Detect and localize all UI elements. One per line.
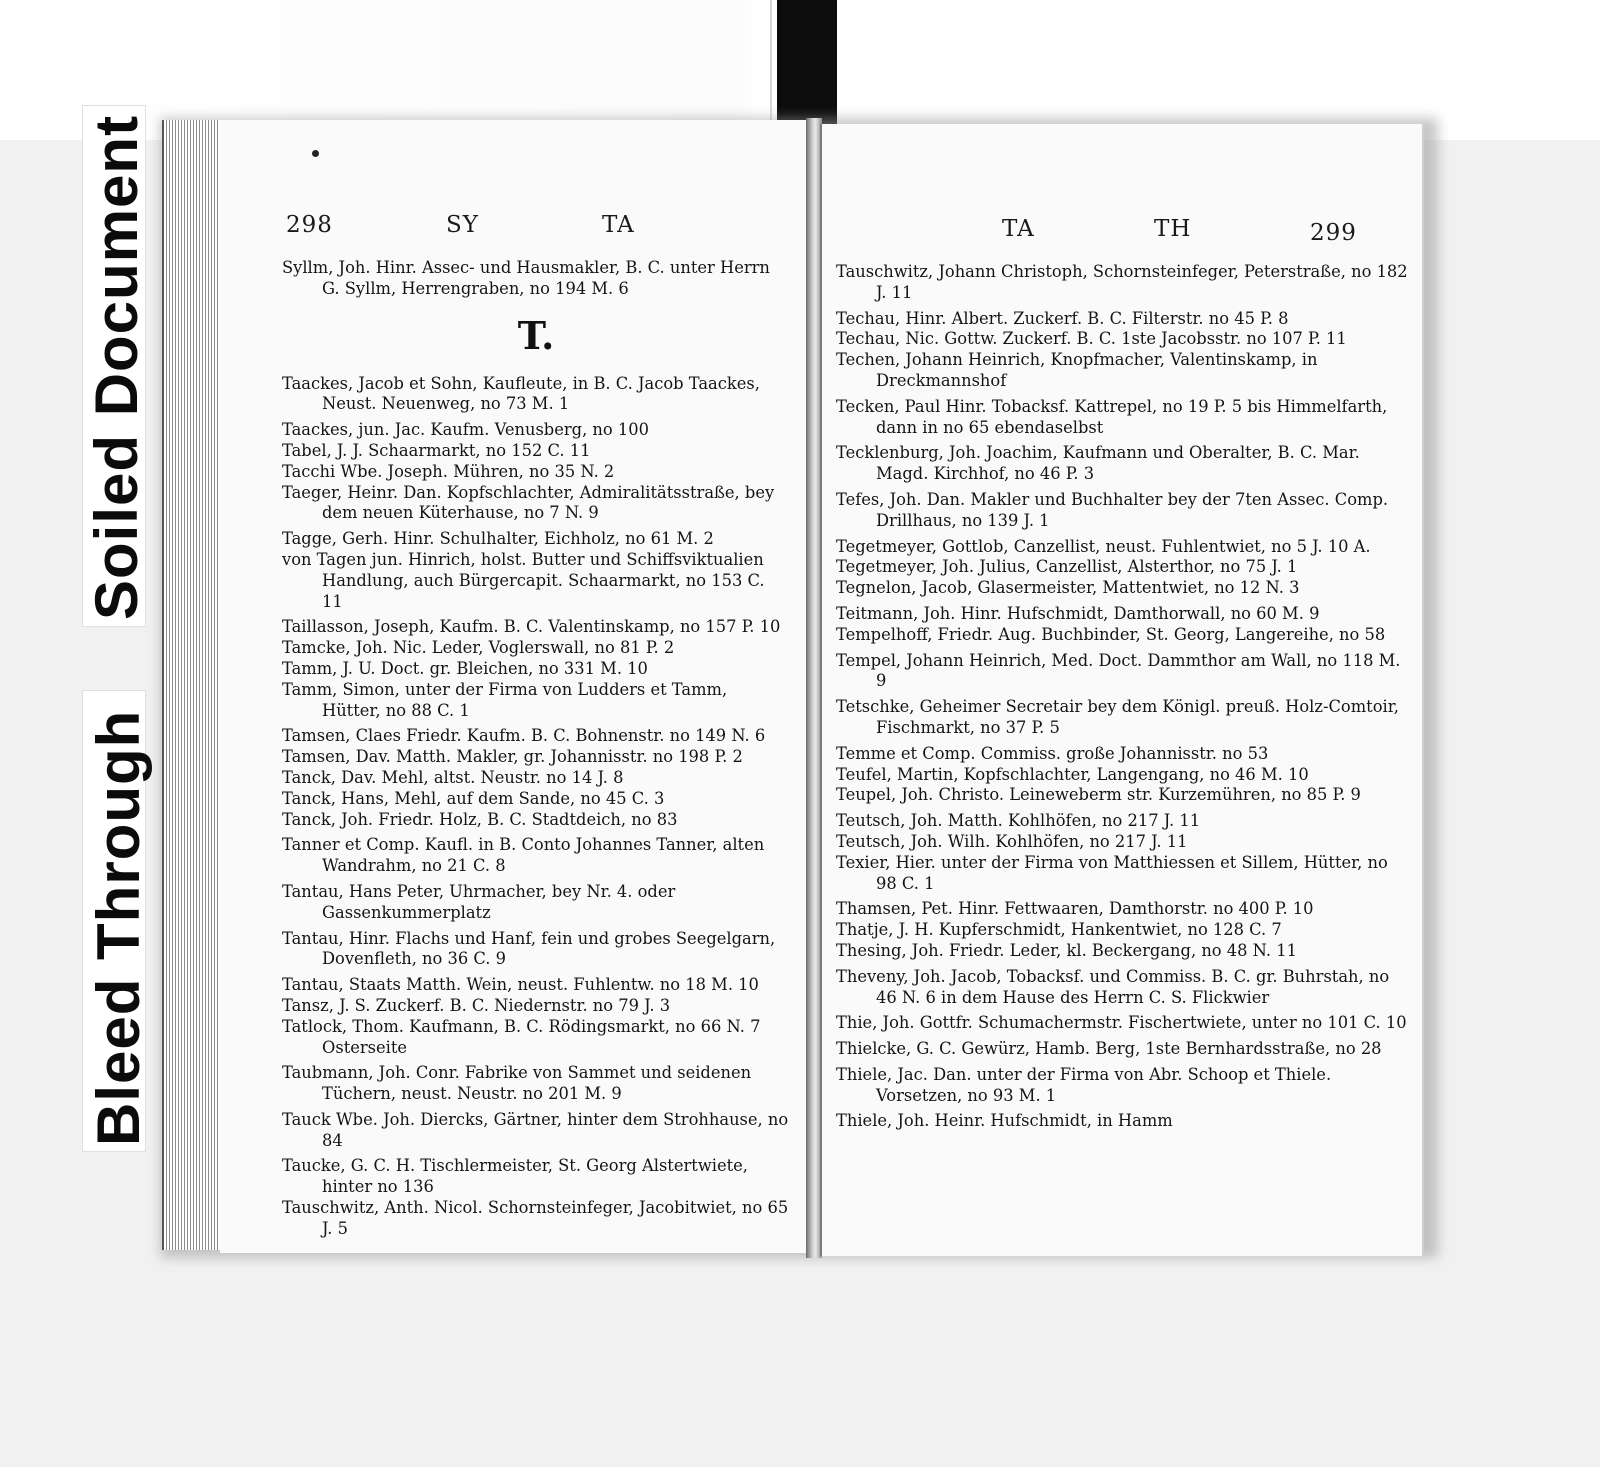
directory-entry: Tanner et Comp. Kaufl. in B. Conto Johannes Tanner, alten Wandrahm, no 21 C. 8 xyxy=(282,835,765,876)
directory-entry: Tecken, Paul Hinr. Tobacksf. Kattrepel, no 19 P. 5 bis Himmelfarth, dann in no 65 ebendaselbst xyxy=(836,396,1388,437)
section-letter-t: T. xyxy=(517,312,555,358)
directory-entry: Tantau, Staats Matth. Wein, neust. Fuhlentw. no 18 M. 10 xyxy=(282,975,759,995)
directory-entry: Taeger, Heinr. Dan. Kopfschlachter, Admiralitätsstraße, bey dem neuen Küterhause, no 7 N. 9 xyxy=(282,482,775,523)
directory-entry: Taackes, Jacob et Sohn, Kaufleute, in B. C. Jacob Taackes, Neust. Neuenweg, no 73 M. 1 xyxy=(282,373,760,414)
directory-entry: Thie, Joh. Gottfr. Schumachermstr. Fischertwiete, unter no 101 C. 10 xyxy=(836,1013,1407,1033)
directory-entry: Techen, Johann Heinrich, Knopfmacher, Valentinskamp, in Dreckmannshof xyxy=(836,350,1318,390)
directory-entry: Tatlock, Thom. Kaufmann, B. C. Rödingsmarkt, no 66 N. 7 Osterseite xyxy=(282,1016,761,1057)
directory-entry: Tauschwitz, Anth. Nicol. Schornsteinfeger, Jacobitwiet, no 65 J. 5 xyxy=(282,1198,789,1238)
directory-entry: Teitmann, Joh. Hinr. Hufschmidt, Damthorwall, no 60 M. 9 xyxy=(836,603,1320,623)
running-head-ta-right: TA xyxy=(1002,216,1035,242)
directory-entry: Tantau, Hans Peter, Uhrmacher, bey Nr. 4. oder Gassenkummerplatz xyxy=(282,881,676,922)
directory-entry: Taillasson, Joseph, Kaufm. B. C. Valentinskamp, no 157 P. 10 xyxy=(282,617,781,637)
running-head-ta-left: TA xyxy=(602,212,635,238)
page-number-right: 299 xyxy=(1310,220,1357,246)
directory-entry: Temme et Comp. Commiss. große Johannisstr. no 53 xyxy=(836,743,1269,763)
directory-entry: Teutsch, Joh. Wilh. Kohlhöfen, no 217 J. 11 xyxy=(836,831,1188,851)
directory-entry: Tecklenburg, Joh. Joachim, Kaufmann und Oberalter, B. C. Mar. Magd. Kirchhof, no 46 P. 3 xyxy=(836,443,1360,484)
directory-entry: Taubmann, Joh. Conr. Fabrike von Sammet und seidenen Tüchern, neust. Neustr. no 201 M. 9 xyxy=(282,1063,752,1104)
directory-entry: Tanck, Dav. Mehl, altst. Neustr. no 14 J. 8 xyxy=(282,767,624,787)
directory-entry: Tauck Wbe. Joh. Diercks, Gärtner, hinter dem Strohhause, no 84 xyxy=(282,1109,789,1150)
page-edges xyxy=(162,120,224,1250)
directory-entry: Tagge, Gerh. Hinr. Schulhalter, Eichholz, no 61 M. 2 xyxy=(282,529,714,549)
directory-entry: Tamcke, Joh. Nic. Leder, Voglerswall, no 81 P. 2 xyxy=(282,638,675,658)
directory-entry: Thatje, J. H. Kupferschmidt, Hankentwiet, no 128 C. 7 xyxy=(836,920,1282,940)
left-page xyxy=(220,120,810,1253)
ink-speck xyxy=(312,150,319,157)
directory-entry: Tamm, J. U. Doct. gr. Bleichen, no 331 M. 10 xyxy=(282,658,648,678)
right-page xyxy=(820,124,1424,1256)
directory-entry: von Tagen jun. Hinrich, holst. Butter und Schiffsviktualien Handlung, auch Bürgercapit. Schaarmarkt, no 153 C. 11 xyxy=(282,549,765,611)
directory-entry: Tetschke, Geheimer Secretair bey dem Königl. preuß. Holz-Comtoir, Fischmarkt, no 37 P. 5 xyxy=(836,697,1399,737)
directory-entry: Taucke, G. C. H. Tischlermeister, St. Georg Alstertwiete, hinter no 136 xyxy=(282,1156,748,1197)
directory-entry: Tacchi Wbe. Joseph. Mühren, no 35 N. 2 xyxy=(282,461,615,481)
directory-entry: Taackes, jun. Jac. Kaufm. Venusberg, no 100 xyxy=(282,420,649,440)
directory-entry: Tamm, Simon, unter der Firma von Ludders et Tamm, Hütter, no 88 C. 1 xyxy=(282,679,728,720)
directory-entry: Thiele, Jac. Dan. unter der Firma von Abr. Schoop et Thiele. Vorsetzen, no 93 M. 1 xyxy=(836,1064,1332,1105)
directory-entry: Techau, Hinr. Albert. Zuckerf. B. C. Filterstr. no 45 P. 8 xyxy=(836,308,1289,328)
directory-entry: Tanck, Hans, Mehl, auf dem Sande, no 45 C. 3 xyxy=(282,788,665,808)
entry-syllm: Syllm, Joh. Hinr. Assec- und Hausmakler, B. C. unter Herrn G. Syllm, Herrengraben, no 194 M. 6 xyxy=(282,258,770,298)
directory-entry: Thielcke, G. C. Gewürz, Hamb. Berg, 1ste Bernhardsstraße, no 28 xyxy=(836,1039,1382,1059)
right-entries xyxy=(822,262,1422,1137)
directory-entry: Tempel, Johann Heinrich, Med. Doct. Dammthor am Wall, no 118 M. 9 xyxy=(836,650,1401,691)
directory-entry: Tefes, Joh. Dan. Makler und Buchhalter bey der 7ten Assec. Comp. Drillhaus, no 139 J. 1 xyxy=(836,489,1389,530)
bleed-through-label: Bleed Through xyxy=(85,709,152,1146)
directory-entry: Tabel, J. J. Schaarmarkt, no 152 C. 11 xyxy=(282,440,591,460)
directory-entry: Teutsch, Joh. Matth. Kohlhöfen, no 217 J. 11 xyxy=(836,811,1201,831)
directory-entry: Techau, Nic. Gottw. Zuckerf. B. C. 1ste Jacobsstr. no 107 P. 11 xyxy=(836,329,1347,349)
directory-entry: Theveny, Joh. Jacob, Tobacksf. und Commiss. B. C. gr. Buhrstah, no 46 N. 6 in dem Hause des Herrn C. S. Flickwier xyxy=(836,966,1390,1007)
directory-entry: Tauschwitz, Johann Christoph, Schornsteinfeger, Peterstraße, no 182 J. 11 xyxy=(836,262,1408,302)
directory-entry: Tamsen, Claes Friedr. Kaufm. B. C. Bohnenstr. no 149 N. 6 xyxy=(282,726,766,746)
directory-entry: Tansz, J. S. Zuckerf. B. C. Niedernstr. no 79 J. 3 xyxy=(282,995,671,1015)
running-head-th: TH xyxy=(1154,216,1192,242)
directory-entry: Tamsen, Dav. Matth. Makler, gr. Johannisstr. no 198 P. 2 xyxy=(282,747,743,767)
directory-entry: Texier, Hier. unter der Firma von Matthiessen et Sillem, Hütter, no 98 C. 1 xyxy=(836,852,1388,893)
directory-entry: Thamsen, Pet. Hinr. Fettwaaren, Damthorstr. no 400 P. 10 xyxy=(836,899,1314,919)
directory-entry: Thesing, Joh. Friedr. Leder, kl. Beckergang, no 48 N. 11 xyxy=(836,940,1297,960)
directory-entry: Tegnelon, Jacob, Glasermeister, Mattentwiet, no 12 N. 3 xyxy=(836,578,1300,598)
directory-entry: Teupel, Joh. Christo. Leineweberm str. Kurzemühren, no 85 P. 9 xyxy=(836,785,1361,805)
directory-entry: Teufel, Martin, Kopfschlachter, Langengang, no 46 M. 10 xyxy=(836,764,1309,784)
running-head-sy: SY xyxy=(446,212,479,238)
left-entries xyxy=(220,258,808,1240)
page-number-left: 298 xyxy=(286,212,333,238)
directory-entry: Tempelhoff, Friedr. Aug. Buchbinder, St. Georg, Langereihe, no 58 xyxy=(836,624,1386,644)
soiled-document-label: Soiled Document xyxy=(83,114,150,620)
directory-entry: Tanck, Joh. Friedr. Holz, B. C. Stadtdeich, no 83 xyxy=(282,809,678,829)
directory-entry: Thiele, Joh. Heinr. Hufschmidt, in Hamm xyxy=(836,1111,1173,1131)
directory-entry: Tantau, Hinr. Flachs und Hanf, fein und grobes Seegelgarn, Dovenfleth, no 36 C. 9 xyxy=(282,928,776,969)
directory-entry: Tegetmeyer, Joh. Julius, Canzellist, Alsterthor, no 75 J. 1 xyxy=(836,557,1298,577)
directory-entry: Tegetmeyer, Gottlob, Canzellist, neust. Fuhlentwiet, no 5 J. 10 A. xyxy=(836,536,1371,556)
